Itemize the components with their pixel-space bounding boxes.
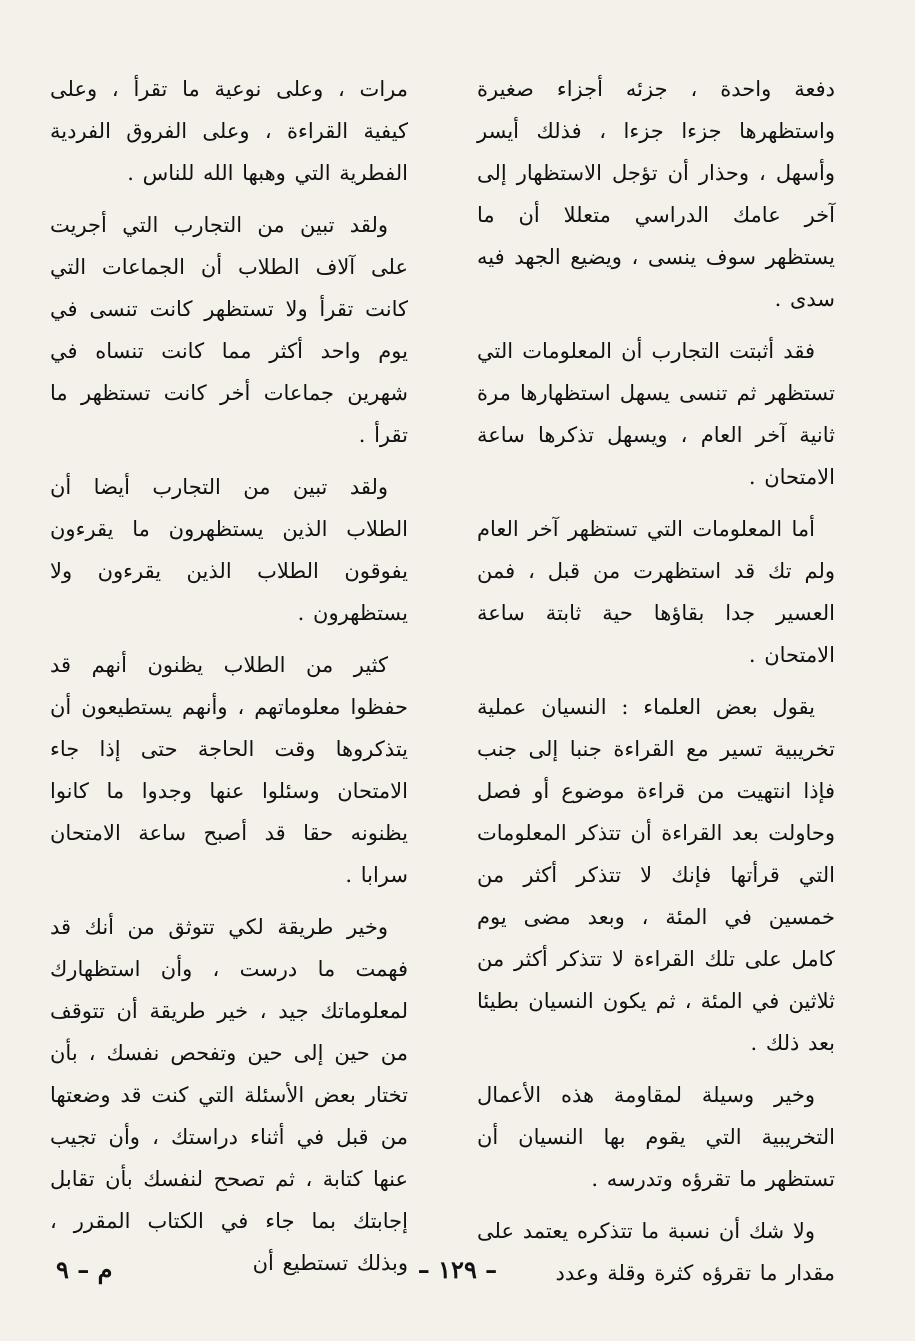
paragraph: كثير من الطلاب يظنون أنهم قد حفظوا معلوماتهم ، وأنهم يستطيعون أن يتذكروها وقت الحاجة حتى إذا جاء الامتحان وسئلوا عنها وجدوا ما كانوا يظنونه حقا قد أصبح ساعة الامتحان سرابا . <box>50 653 408 887</box>
paragraph: يقول بعض العلماء : النسيان عملية تخريبية تسير مع القراءة جنبا إلى جنب فإذا انتهيت من قراءة موضوع أو فصل وحاولت بعد القراءة أن تتذكر المعلومات التي قرأتها فإنك لا تتذكر أكثر من خمسين في المئة ، وبعد مضى يوم كامل على تلك القراءة لا تتذكر أكثر من ثلاثين في المئة ، ثم يكون النسيان بطيئا بعد ذلك . <box>477 695 835 1055</box>
paragraph: فقد أثبتت التجارب أن المعلومات التي تستظهر ثم تنسى يسهل استظهارها مرة ثانية آخر العام ، ويسهل تذكرها ساعة الامتحان . <box>477 339 835 489</box>
paragraph: ولقد تبين من التجارب التي أجريت على آلاف الطلاب أن الجماعات التي كانت تقرأ ولا تستظهر كانت تنسى في يوم واحد أكثر مما كانت تنساه في شهرين جماعات أخر كانت تستظهر ما تقرأ . <box>50 213 408 447</box>
page-footer <box>0 1250 915 1290</box>
paragraph: ولا شك أن نسبة ما تتذكره يعتمد على مقدار ما تقرؤه كثرة وقلة وعدد <box>477 1219 835 1285</box>
right-text-column <box>477 68 835 1304</box>
paragraph: وخير وسيلة لمقاومة هذه الأعمال التخريبية التي يقوم بها النسيان أن تستظهر ما تقرؤه وتدرسه . <box>477 1083 835 1191</box>
paragraph: ولقد تبين من التجارب أيضا أن الطلاب الذين يستظهرون ما يقرءون يفوقون الطلاب الذين يقرءون ولا يستظهرون . <box>50 475 408 625</box>
paragraph: مرات ، وعلى نوعية ما تقرأ ، وعلى كيفية القراءة ، وعلى الفروق الفردية الفطرية التي وهبها الله للناس . <box>50 77 408 185</box>
section-mark: م – ٩ <box>56 1255 113 1284</box>
page-number: – ١٢٩ – <box>417 1255 498 1284</box>
left-text-column <box>50 68 408 1294</box>
paragraph: دفعة واحدة ، جزئه أجزاء صغيرة واستظهرها جزءا جزءا ، فذلك أيسر وأسهل ، وحذار أن تؤجل الاستظهار إلى آخر عامك الدراسي متعللا أن ما يستظهر سوف ينسى ، ويضيع الجهد فيه سدى . <box>477 77 835 311</box>
paragraph: وخير طريقة لكي تتوثق من أنك قد فهمت ما درست ، وأن استظهارك لمعلوماتك جيد ، خير طريقة أن تتوقف من حين إلى حين وتفحص نفسك ، بأن تختار بعض الأسئلة التي كنت قد وضعتها من قبل في أثناء دراستك ، وأن تجيب عنها كتابة ، ثم تصحح لنفسك بأن تقابل إجابتك بما جاء في الكتاب المقرر ، وبذلك تستطيع أن <box>50 915 408 1275</box>
paragraph: أما المعلومات التي تستظهر آخر العام ولم تك قد استظهرت من قبل ، فمن العسير جدا بقاؤها حية ثابتة ساعة الامتحان . <box>477 517 835 667</box>
